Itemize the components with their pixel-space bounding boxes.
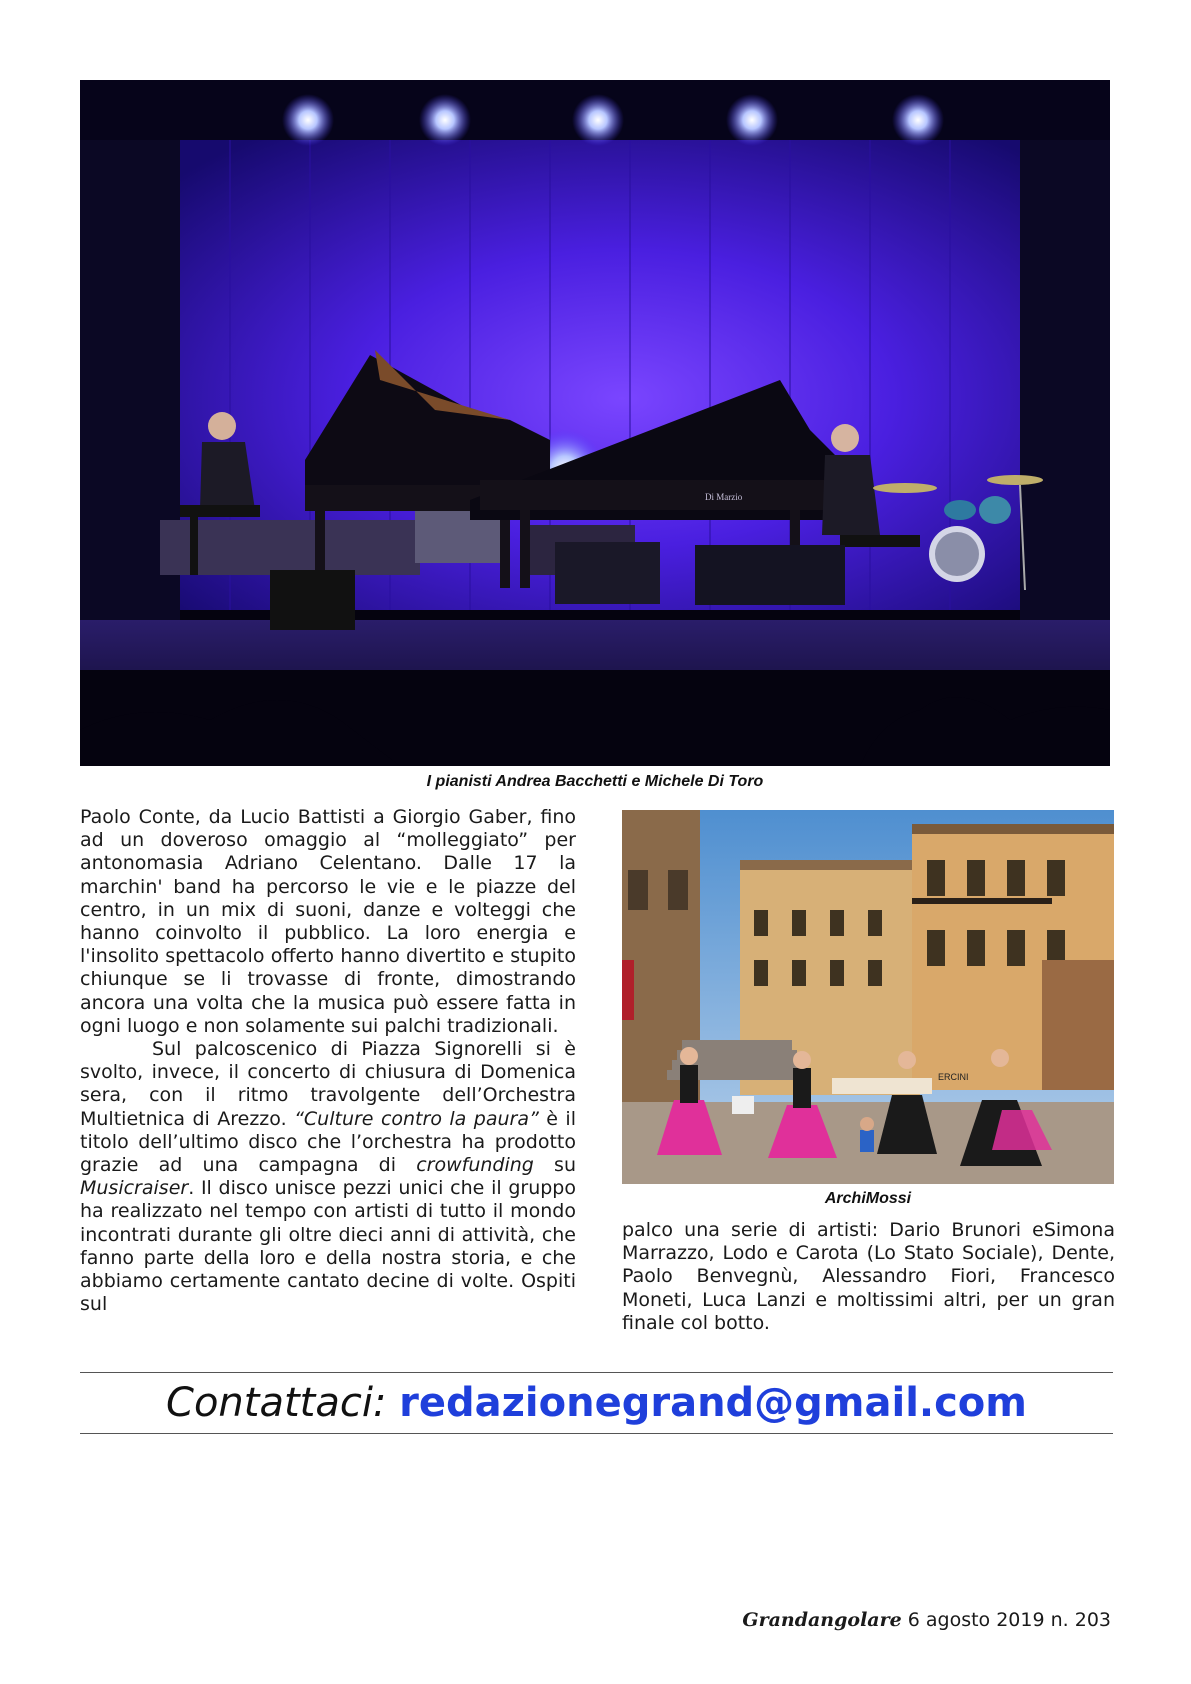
archimossi-photo-caption: ArchiMossi: [824, 1190, 912, 1207]
shop-sign: ERCINI: [938, 1072, 969, 1082]
archimossi-photo-illustration: [622, 810, 1114, 1184]
article-paragraph: [80, 806, 576, 1038]
page-footer: [742, 1609, 1111, 1631]
concert-photo-illustration: [80, 80, 1110, 766]
text-run: Sul palcoscenico di Piazza Signorelli si è svolto, invece, il concerto di chiusura di Domenica sera, con il ritmo travolgente dell’Orchestra Multietnica di Arezzo.: [80, 1038, 576, 1130]
article-left-column: [80, 806, 576, 1316]
contact-label: Contattaci:: [166, 1380, 387, 1426]
text-run: è il titolo dell’ultimo disco che l’orchestra ha prodotto grazie ad una campagna di: [80, 1107, 576, 1177]
text-run: Paolo Conte, da Lucio Battisti a Giorgio Gaber, fino ad un doveroso omaggio al “molleggiato” per antonomasia Adriano Celentano. Dalle 17 la marchin' band ha percorso le vie e le piazze del centro, in un mix di suoni, danze e volteggi che hanno coinvolto il pubblico. La loro energia e l'insolito spettacolo offerto hanno divertito e stupito chiunque se li trovasse di fronte, dimostrando ancora una volta che la musica può essere fatta in ogni luogo e non solamente sui palchi tradizionali.: [80, 806, 576, 1037]
article-paragraph: [80, 1038, 576, 1316]
text-run: palco una serie di artisti: Dario Brunori eSimona Marrazzo, Lodo e Carota (Lo Stato Sociale), Dente, Paolo Benvegnù, Alessandro Fiori, Francesco Moneti, Luca Lanzi e moltissimi altri, per un gran finale col botto.: [622, 1219, 1115, 1334]
piano-brand-label: Di Marzio: [705, 492, 743, 502]
masthead-name: Grandangolare: [742, 1609, 902, 1631]
divider-bottom: [80, 1433, 1113, 1434]
archimossi-photo: [622, 810, 1114, 1184]
article-paragraph: [622, 1219, 1115, 1335]
italic-text-run: “Culture contro la paura”: [294, 1107, 539, 1130]
divider-top: [80, 1372, 1113, 1373]
concert-photo-caption: I pianisti Andrea Bacchetti e Michele Di Toro: [426, 773, 764, 790]
contact-email-link[interactable]: redazionegrand@gmail.com: [399, 1380, 1027, 1426]
contact-band: [80, 1374, 1113, 1432]
text-run: su: [533, 1154, 576, 1177]
italic-text-run: Musicraiser: [80, 1177, 189, 1200]
concert-photo: [80, 80, 1110, 766]
text-run: . Il disco unisce pezzi unici che il gruppo ha realizzato nel tempo con artisti di tutto il mondo incontrati durante gli oltre dieci anni di attività, che fanno parte della loro e della nostra storia, e che abbiamo certamente cantato decine di volte. Ospiti sul: [80, 1177, 576, 1316]
article-right-column: [622, 1219, 1115, 1335]
issue-info: 6 agosto 2019 n. 203: [907, 1609, 1111, 1631]
italic-text-run: crowfunding: [416, 1154, 534, 1177]
